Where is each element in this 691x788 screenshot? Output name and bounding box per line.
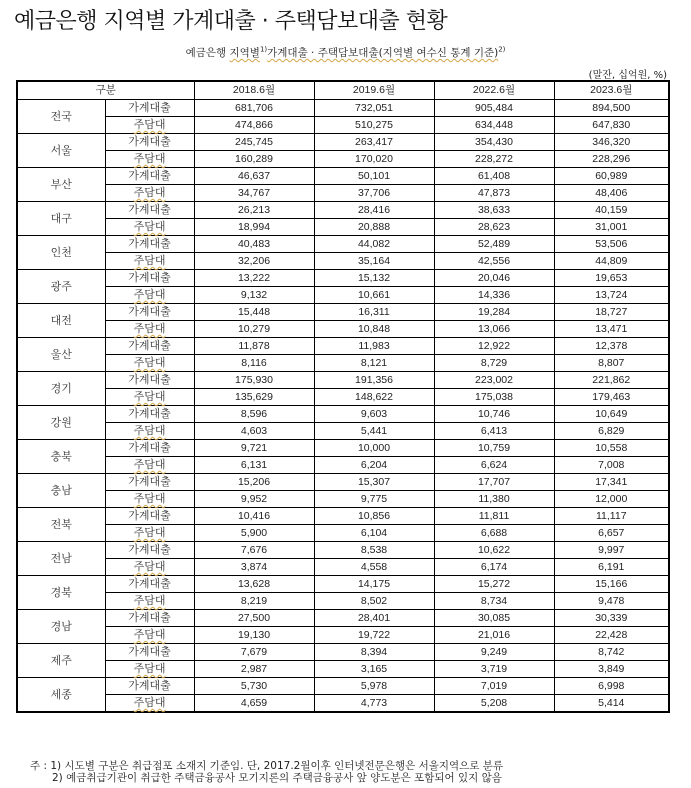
value-cell: 7,679 bbox=[194, 644, 314, 661]
region-cell: 강원 bbox=[17, 406, 105, 440]
region-cell: 대전 bbox=[17, 304, 105, 338]
value-cell: 6,104 bbox=[314, 525, 434, 542]
value-cell: 510,275 bbox=[314, 117, 434, 134]
value-cell: 4,659 bbox=[194, 695, 314, 713]
table-row bbox=[17, 593, 669, 610]
value-cell: 894,500 bbox=[554, 100, 669, 117]
value-cell: 7,008 bbox=[554, 457, 669, 474]
value-cell: 228,296 bbox=[554, 151, 669, 168]
value-cell: 11,811 bbox=[434, 508, 554, 525]
table-row bbox=[17, 338, 669, 355]
value-cell: 263,417 bbox=[314, 134, 434, 151]
table-row bbox=[17, 151, 669, 168]
table-row bbox=[17, 440, 669, 457]
value-cell: 634,448 bbox=[434, 117, 554, 134]
caption-part1: 지역별 bbox=[229, 47, 260, 59]
table-caption bbox=[0, 45, 691, 60]
value-cell: 20,046 bbox=[434, 270, 554, 287]
region-cell: 충북 bbox=[17, 440, 105, 474]
value-cell: 17,707 bbox=[434, 474, 554, 491]
kind-cell-mortgage bbox=[105, 457, 194, 474]
header-year: 2022.6월 bbox=[434, 81, 554, 100]
kind-label: 주담대 bbox=[133, 458, 166, 471]
table-row bbox=[17, 661, 669, 678]
kind-cell-mortgage bbox=[105, 695, 194, 713]
table-body bbox=[17, 100, 669, 713]
loan-table bbox=[16, 80, 670, 713]
table-row bbox=[17, 474, 669, 491]
region-cell: 전국 bbox=[17, 100, 105, 134]
value-cell: 15,132 bbox=[314, 270, 434, 287]
value-cell: 26,213 bbox=[194, 202, 314, 219]
value-cell: 40,159 bbox=[554, 202, 669, 219]
value-cell: 8,734 bbox=[434, 593, 554, 610]
value-cell: 5,441 bbox=[314, 423, 434, 440]
value-cell: 8,729 bbox=[434, 355, 554, 372]
value-cell: 30,085 bbox=[434, 610, 554, 627]
kind-cell-household: 가계대출 bbox=[105, 542, 194, 559]
value-cell: 28,623 bbox=[434, 219, 554, 236]
value-cell: 30,339 bbox=[554, 610, 669, 627]
kind-cell-household: 가계대출 bbox=[105, 576, 194, 593]
value-cell: 8,219 bbox=[194, 593, 314, 610]
value-cell: 8,742 bbox=[554, 644, 669, 661]
value-cell: 5,208 bbox=[434, 695, 554, 713]
kind-cell-household: 가계대출 bbox=[105, 644, 194, 661]
value-cell: 3,874 bbox=[194, 559, 314, 576]
kind-cell-household: 가계대출 bbox=[105, 372, 194, 389]
value-cell: 38,633 bbox=[434, 202, 554, 219]
footnote-ref-1: 1) bbox=[259, 45, 268, 54]
kind-cell-mortgage bbox=[105, 117, 194, 134]
kind-cell-mortgage bbox=[105, 151, 194, 168]
value-cell: 10,759 bbox=[434, 440, 554, 457]
value-cell: 60,989 bbox=[554, 168, 669, 185]
region-cell: 충남 bbox=[17, 474, 105, 508]
value-cell: 5,900 bbox=[194, 525, 314, 542]
value-cell: 6,998 bbox=[554, 678, 669, 695]
region-cell: 인천 bbox=[17, 236, 105, 270]
kind-cell-household: 가계대출 bbox=[105, 236, 194, 253]
value-cell: 50,101 bbox=[314, 168, 434, 185]
kind-cell-mortgage bbox=[105, 525, 194, 542]
value-cell: 15,206 bbox=[194, 474, 314, 491]
value-cell: 12,000 bbox=[554, 491, 669, 508]
value-cell: 9,721 bbox=[194, 440, 314, 457]
region-cell: 부산 bbox=[17, 168, 105, 202]
footnote-2: 2) 예금취급기관이 취급한 주택금융공사 모기지론의 주택금융공사 앞 양도분은 포함되어 있지 않음 bbox=[52, 772, 502, 784]
table-row bbox=[17, 491, 669, 508]
footnotes bbox=[30, 760, 503, 784]
page-title: 예금은행 지역별 가계대출 · 주택담보대출 현황 bbox=[14, 9, 448, 34]
kind-cell-mortgage bbox=[105, 593, 194, 610]
value-cell: 10,746 bbox=[434, 406, 554, 423]
value-cell: 22,428 bbox=[554, 627, 669, 644]
value-cell: 28,416 bbox=[314, 202, 434, 219]
value-cell: 4,558 bbox=[314, 559, 434, 576]
value-cell: 6,174 bbox=[434, 559, 554, 576]
value-cell: 6,829 bbox=[554, 423, 669, 440]
value-cell: 34,767 bbox=[194, 185, 314, 202]
header-category: 구분 bbox=[17, 81, 194, 100]
table-row bbox=[17, 202, 669, 219]
kind-cell-household: 가계대출 bbox=[105, 474, 194, 491]
kind-cell-mortgage bbox=[105, 185, 194, 202]
value-cell: 10,622 bbox=[434, 542, 554, 559]
value-cell: 11,380 bbox=[434, 491, 554, 508]
value-cell: 15,307 bbox=[314, 474, 434, 491]
kind-label: 주담대 bbox=[133, 560, 166, 573]
value-cell: 27,500 bbox=[194, 610, 314, 627]
value-cell: 2,987 bbox=[194, 661, 314, 678]
value-cell: 8,121 bbox=[314, 355, 434, 372]
value-cell: 18,727 bbox=[554, 304, 669, 321]
value-cell: 13,471 bbox=[554, 321, 669, 338]
value-cell: 11,983 bbox=[314, 338, 434, 355]
value-cell: 14,175 bbox=[314, 576, 434, 593]
value-cell: 48,406 bbox=[554, 185, 669, 202]
value-cell: 14,336 bbox=[434, 287, 554, 304]
kind-label: 주담대 bbox=[133, 696, 166, 709]
table-row bbox=[17, 457, 669, 474]
table-row bbox=[17, 219, 669, 236]
kind-label: 주담대 bbox=[133, 186, 166, 199]
value-cell: 170,020 bbox=[314, 151, 434, 168]
value-cell: 160,289 bbox=[194, 151, 314, 168]
header-year: 2018.6월 bbox=[194, 81, 314, 100]
value-cell: 6,657 bbox=[554, 525, 669, 542]
value-cell: 245,745 bbox=[194, 134, 314, 151]
table-row bbox=[17, 185, 669, 202]
value-cell: 6,688 bbox=[434, 525, 554, 542]
table-row bbox=[17, 372, 669, 389]
kind-cell-mortgage bbox=[105, 423, 194, 440]
value-cell: 135,629 bbox=[194, 389, 314, 406]
region-cell: 세종 bbox=[17, 678, 105, 713]
value-cell: 6,191 bbox=[554, 559, 669, 576]
table-row bbox=[17, 321, 669, 338]
kind-cell-household: 가계대출 bbox=[105, 134, 194, 151]
value-cell: 19,284 bbox=[434, 304, 554, 321]
value-cell: 5,730 bbox=[194, 678, 314, 695]
value-cell: 5,978 bbox=[314, 678, 434, 695]
region-cell: 대구 bbox=[17, 202, 105, 236]
region-cell: 전북 bbox=[17, 508, 105, 542]
region-cell: 경북 bbox=[17, 576, 105, 610]
value-cell: 18,994 bbox=[194, 219, 314, 236]
value-cell: 40,483 bbox=[194, 236, 314, 253]
value-cell: 28,401 bbox=[314, 610, 434, 627]
table-row bbox=[17, 168, 669, 185]
value-cell: 10,000 bbox=[314, 440, 434, 457]
region-cell: 경기 bbox=[17, 372, 105, 406]
value-cell: 3,849 bbox=[554, 661, 669, 678]
value-cell: 3,165 bbox=[314, 661, 434, 678]
value-cell: 9,478 bbox=[554, 593, 669, 610]
value-cell: 12,378 bbox=[554, 338, 669, 355]
kind-label: 주담대 bbox=[133, 492, 166, 505]
value-cell: 8,596 bbox=[194, 406, 314, 423]
value-cell: 3,719 bbox=[434, 661, 554, 678]
table-row bbox=[17, 644, 669, 661]
value-cell: 44,082 bbox=[314, 236, 434, 253]
value-cell: 61,408 bbox=[434, 168, 554, 185]
value-cell: 474,866 bbox=[194, 117, 314, 134]
table-row bbox=[17, 134, 669, 151]
value-cell: 10,856 bbox=[314, 508, 434, 525]
kind-cell-household: 가계대출 bbox=[105, 678, 194, 695]
kind-cell-household: 가계대출 bbox=[105, 440, 194, 457]
value-cell: 8,116 bbox=[194, 355, 314, 372]
kind-cell-mortgage bbox=[105, 491, 194, 508]
value-cell: 5,414 bbox=[554, 695, 669, 713]
value-cell: 6,204 bbox=[314, 457, 434, 474]
value-cell: 175,930 bbox=[194, 372, 314, 389]
value-cell: 8,807 bbox=[554, 355, 669, 372]
value-cell: 6,131 bbox=[194, 457, 314, 474]
value-cell: 47,873 bbox=[434, 185, 554, 202]
kind-cell-household: 가계대출 bbox=[105, 100, 194, 117]
kind-cell-household: 가계대출 bbox=[105, 168, 194, 185]
value-cell: 46,637 bbox=[194, 168, 314, 185]
value-cell: 37,706 bbox=[314, 185, 434, 202]
value-cell: 9,997 bbox=[554, 542, 669, 559]
table-row bbox=[17, 304, 669, 321]
kind-label: 주담대 bbox=[133, 390, 166, 403]
table-row bbox=[17, 389, 669, 406]
value-cell: 13,222 bbox=[194, 270, 314, 287]
value-cell: 647,830 bbox=[554, 117, 669, 134]
value-cell: 17,341 bbox=[554, 474, 669, 491]
kind-cell-mortgage bbox=[105, 627, 194, 644]
value-cell: 15,272 bbox=[434, 576, 554, 593]
kind-cell-mortgage bbox=[105, 355, 194, 372]
value-cell: 19,653 bbox=[554, 270, 669, 287]
kind-label: 주담대 bbox=[133, 662, 166, 675]
region-cell: 전남 bbox=[17, 542, 105, 576]
table-row bbox=[17, 576, 669, 593]
value-cell: 191,356 bbox=[314, 372, 434, 389]
value-cell: 354,430 bbox=[434, 134, 554, 151]
value-cell: 175,038 bbox=[434, 389, 554, 406]
table-row bbox=[17, 236, 669, 253]
value-cell: 223,002 bbox=[434, 372, 554, 389]
value-cell: 732,051 bbox=[314, 100, 434, 117]
value-cell: 15,448 bbox=[194, 304, 314, 321]
value-cell: 10,279 bbox=[194, 321, 314, 338]
table-row bbox=[17, 100, 669, 117]
value-cell: 7,676 bbox=[194, 542, 314, 559]
table-row bbox=[17, 508, 669, 525]
value-cell: 52,489 bbox=[434, 236, 554, 253]
value-cell: 179,463 bbox=[554, 389, 669, 406]
value-cell: 11,878 bbox=[194, 338, 314, 355]
value-cell: 13,724 bbox=[554, 287, 669, 304]
kind-label: 주담대 bbox=[133, 152, 166, 165]
kind-cell-mortgage bbox=[105, 321, 194, 338]
kind-cell-household: 가계대출 bbox=[105, 610, 194, 627]
region-cell: 울산 bbox=[17, 338, 105, 372]
caption-prefix: 예금은행 bbox=[185, 47, 230, 59]
kind-cell-household: 가계대출 bbox=[105, 202, 194, 219]
table-row bbox=[17, 627, 669, 644]
kind-label: 주담대 bbox=[133, 356, 166, 369]
kind-label: 주담대 bbox=[133, 594, 166, 607]
kind-label: 주담대 bbox=[133, 288, 166, 301]
kind-cell-mortgage bbox=[105, 253, 194, 270]
region-cell: 서울 bbox=[17, 134, 105, 168]
region-cell: 제주 bbox=[17, 644, 105, 678]
header-row bbox=[17, 81, 669, 100]
kind-cell-household: 가계대출 bbox=[105, 338, 194, 355]
caption-part2: 가계대출 · 주택담보대출(지역별 여수신 통계 기준) bbox=[267, 47, 499, 59]
value-cell: 16,311 bbox=[314, 304, 434, 321]
kind-label: 주담대 bbox=[133, 628, 166, 641]
value-cell: 10,416 bbox=[194, 508, 314, 525]
kind-label: 주담대 bbox=[133, 424, 166, 437]
unit-label: (말잔, 십억원, %) bbox=[588, 70, 667, 81]
header-year: 2023.6월 bbox=[554, 81, 669, 100]
value-cell: 21,016 bbox=[434, 627, 554, 644]
region-cell: 경남 bbox=[17, 610, 105, 644]
kind-cell-mortgage bbox=[105, 287, 194, 304]
value-cell: 11,117 bbox=[554, 508, 669, 525]
kind-label: 주담대 bbox=[133, 254, 166, 267]
value-cell: 15,166 bbox=[554, 576, 669, 593]
table-row bbox=[17, 525, 669, 542]
value-cell: 10,661 bbox=[314, 287, 434, 304]
table-row bbox=[17, 695, 669, 713]
value-cell: 4,603 bbox=[194, 423, 314, 440]
value-cell: 13,628 bbox=[194, 576, 314, 593]
table-row bbox=[17, 610, 669, 627]
value-cell: 346,320 bbox=[554, 134, 669, 151]
kind-cell-mortgage bbox=[105, 389, 194, 406]
value-cell: 148,622 bbox=[314, 389, 434, 406]
value-cell: 8,394 bbox=[314, 644, 434, 661]
value-cell: 8,538 bbox=[314, 542, 434, 559]
table-row bbox=[17, 559, 669, 576]
value-cell: 6,624 bbox=[434, 457, 554, 474]
kind-label: 주담대 bbox=[133, 322, 166, 335]
footnote-ref-2: 2) bbox=[498, 45, 506, 54]
kind-cell-mortgage bbox=[105, 661, 194, 678]
table-row bbox=[17, 117, 669, 134]
value-cell: 9,603 bbox=[314, 406, 434, 423]
value-cell: 4,773 bbox=[314, 695, 434, 713]
value-cell: 9,775 bbox=[314, 491, 434, 508]
table-row bbox=[17, 287, 669, 304]
kind-cell-household: 가계대출 bbox=[105, 270, 194, 287]
table-row bbox=[17, 270, 669, 287]
kind-label: 주담대 bbox=[133, 526, 166, 539]
value-cell: 221,862 bbox=[554, 372, 669, 389]
kind-cell-household: 가계대출 bbox=[105, 304, 194, 321]
value-cell: 7,019 bbox=[434, 678, 554, 695]
kind-cell-household: 가계대출 bbox=[105, 406, 194, 423]
value-cell: 8,502 bbox=[314, 593, 434, 610]
value-cell: 35,164 bbox=[314, 253, 434, 270]
table-row bbox=[17, 542, 669, 559]
value-cell: 31,001 bbox=[554, 219, 669, 236]
table-row bbox=[17, 678, 669, 695]
kind-cell-mortgage bbox=[105, 219, 194, 236]
table-row bbox=[17, 406, 669, 423]
value-cell: 6,413 bbox=[434, 423, 554, 440]
kind-label: 주담대 bbox=[133, 118, 166, 131]
kind-cell-household: 가계대출 bbox=[105, 508, 194, 525]
value-cell: 44,809 bbox=[554, 253, 669, 270]
value-cell: 9,952 bbox=[194, 491, 314, 508]
value-cell: 19,722 bbox=[314, 627, 434, 644]
value-cell: 42,556 bbox=[434, 253, 554, 270]
value-cell: 10,848 bbox=[314, 321, 434, 338]
value-cell: 905,484 bbox=[434, 100, 554, 117]
value-cell: 32,206 bbox=[194, 253, 314, 270]
table-row bbox=[17, 253, 669, 270]
table-row bbox=[17, 423, 669, 440]
value-cell: 53,506 bbox=[554, 236, 669, 253]
footnote-1: 주 : 1) 시도별 구분은 취급점포 소재지 기준임. 단, 2017.2월이후 인터넷전문은행은 서울지역으로 분류 bbox=[30, 760, 504, 772]
kind-cell-mortgage bbox=[105, 559, 194, 576]
value-cell: 20,888 bbox=[314, 219, 434, 236]
value-cell: 228,272 bbox=[434, 151, 554, 168]
table-row bbox=[17, 355, 669, 372]
value-cell: 13,066 bbox=[434, 321, 554, 338]
value-cell: 9,132 bbox=[194, 287, 314, 304]
region-cell: 광주 bbox=[17, 270, 105, 304]
value-cell: 10,649 bbox=[554, 406, 669, 423]
kind-label: 주담대 bbox=[133, 220, 166, 233]
value-cell: 681,706 bbox=[194, 100, 314, 117]
header-year: 2019.6월 bbox=[314, 81, 434, 100]
value-cell: 19,130 bbox=[194, 627, 314, 644]
value-cell: 9,249 bbox=[434, 644, 554, 661]
value-cell: 10,558 bbox=[554, 440, 669, 457]
value-cell: 12,922 bbox=[434, 338, 554, 355]
